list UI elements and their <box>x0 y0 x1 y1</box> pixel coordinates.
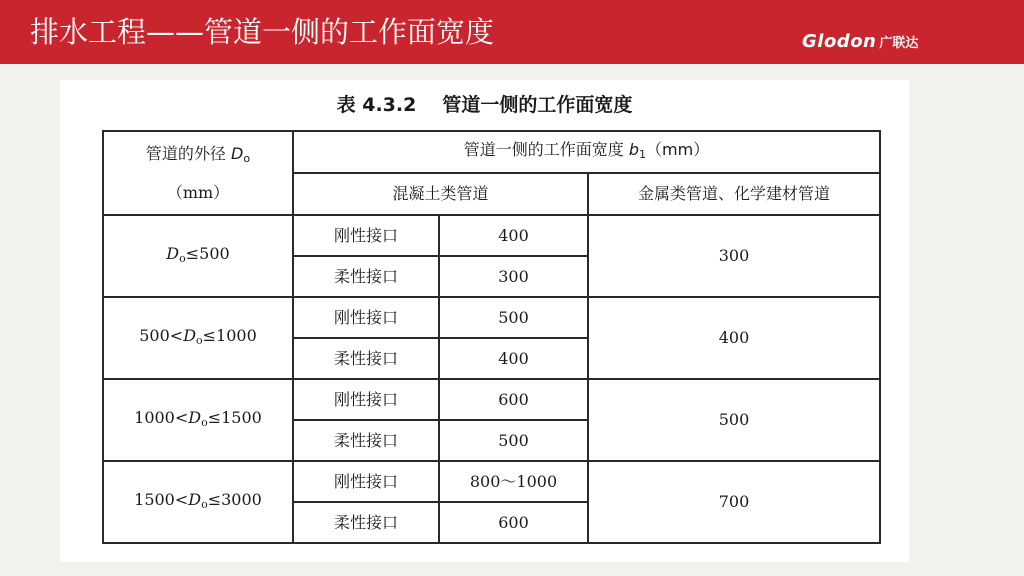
diameter-range-cell <box>103 215 293 297</box>
concrete-width-value: 600 <box>439 502 588 543</box>
joint-type-label: 刚性接口 <box>293 461 439 502</box>
concrete-width-value: 800～1000 <box>439 461 588 502</box>
width-header-label: 管道一侧的工作面宽度 <box>463 139 624 159</box>
range-symbol: D <box>188 489 202 509</box>
document-scan <box>60 80 909 562</box>
joint-type-label: 柔性接口 <box>293 420 439 461</box>
joint-type-label: 柔性接口 <box>293 502 439 543</box>
table-header-row-1 <box>103 131 880 173</box>
range-suffix: ≤1000 <box>202 325 257 345</box>
work-width-table <box>102 130 881 544</box>
diameter-range-cell <box>103 379 293 461</box>
concrete-width-value: 400 <box>439 338 588 379</box>
range-prefix: 1000< <box>134 407 189 427</box>
diameter-subscript: o <box>243 151 251 165</box>
range-suffix: ≤3000 <box>207 489 262 509</box>
width-symbol: b <box>628 139 640 159</box>
concrete-width-value: 300 <box>439 256 588 297</box>
table-caption-number: 表 4.3.2 <box>336 94 417 116</box>
table-caption <box>60 90 909 117</box>
joint-type-label: 柔性接口 <box>293 338 439 379</box>
metal-width-value: 400 <box>588 297 880 379</box>
range-subscript: o <box>179 251 186 265</box>
width-unit: （mm） <box>646 139 710 159</box>
table-row <box>103 379 880 420</box>
range-symbol: D <box>188 407 202 427</box>
concrete-width-value: 500 <box>439 297 588 338</box>
range-subscript: o <box>201 415 208 429</box>
diameter-range-cell <box>103 297 293 379</box>
table-row <box>103 215 880 256</box>
joint-type-label: 刚性接口 <box>293 215 439 256</box>
concrete-pipe-header: 混凝土类管道 <box>293 173 588 215</box>
range-suffix: ≤500 <box>185 243 230 263</box>
table-row <box>103 297 880 338</box>
logo-chinese-name: 广联达 <box>879 35 919 51</box>
range-subscript: o <box>196 333 203 347</box>
metal-width-value: 500 <box>588 379 880 461</box>
diameter-range-cell <box>103 461 293 543</box>
width-subscript: 1 <box>639 147 647 161</box>
table-row <box>103 461 880 502</box>
glodon-logo <box>802 28 918 54</box>
concrete-width-value: 400 <box>439 215 588 256</box>
joint-type-label: 柔性接口 <box>293 256 439 297</box>
range-prefix: 1500< <box>134 489 189 509</box>
diameter-symbol: D <box>231 143 244 163</box>
range-suffix: ≤1500 <box>207 407 262 427</box>
slide-header <box>0 0 1024 64</box>
metal-width-value: 700 <box>588 461 880 543</box>
concrete-width-value: 600 <box>439 379 588 420</box>
range-symbol: D <box>166 243 180 263</box>
diameter-header-label: 管道的外径 <box>145 143 226 163</box>
slide-title: 排水工程——管道一侧的工作面宽度 <box>30 15 495 49</box>
range-subscript: o <box>201 497 208 511</box>
joint-type-label: 刚性接口 <box>293 297 439 338</box>
range-symbol: D <box>183 325 197 345</box>
diameter-unit: （mm） <box>166 182 230 202</box>
range-prefix: 500< <box>139 325 184 345</box>
logo-wordmark: Glodon <box>802 30 877 52</box>
joint-type-label: 刚性接口 <box>293 379 439 420</box>
table-caption-text: 管道一侧的工作面宽度 <box>442 94 633 116</box>
diameter-header-cell <box>103 131 293 215</box>
width-header-cell <box>293 131 880 173</box>
metal-pipe-header: 金属类管道、化学建材管道 <box>588 173 880 215</box>
concrete-width-value: 500 <box>439 420 588 461</box>
metal-width-value: 300 <box>588 215 880 297</box>
